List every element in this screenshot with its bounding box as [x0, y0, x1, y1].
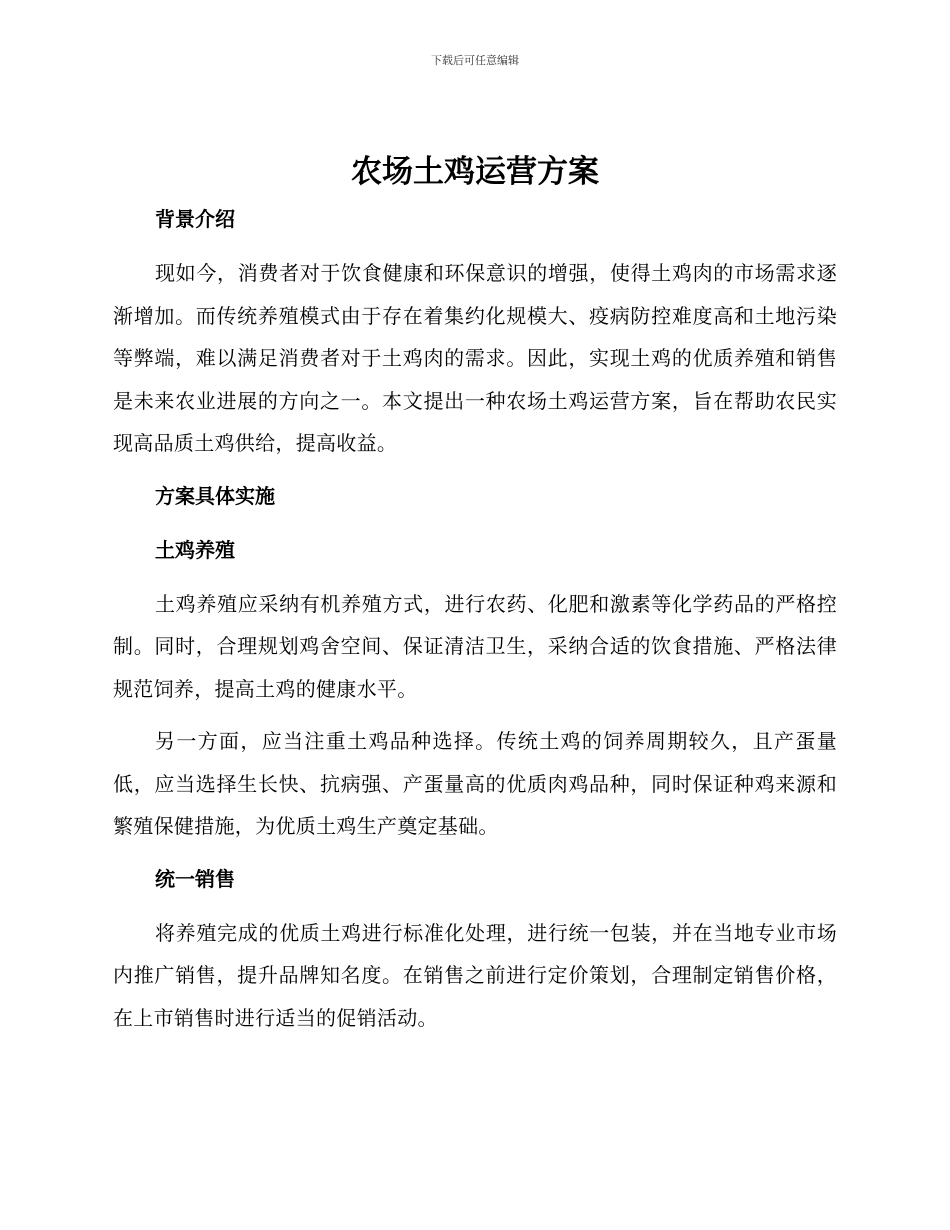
document-title: 农场土鸡运营方案	[351, 154, 599, 190]
sales-heading: 统一销售	[155, 866, 235, 891]
sales-paragraph: 将养殖完成的优质土鸡进行标准化处理，进行统一包装，并在当地专业市场内推广销售，提升品牌知名度。在销售之前进行定价策划，合理制定销售价格，在上市销售时进行适当的促销活动。	[113, 920, 837, 1030]
breeding-paragraph-2: 另一方面，应当注重土鸡品种选择。传统土鸡的饲养周期较久，且产蛋量低，应当选择生长快、抗病强、产蛋量高的优质肉鸡品种，同时保证种鸡来源和繁殖保健措施，为优质土鸡生产奠定基础。	[113, 729, 837, 838]
breeding-heading: 土鸡养殖	[155, 537, 235, 562]
background-paragraph: 现如今，消费者对于饮食健康和环保意识的增强，使得土鸡肉的市场需求逐渐增加。而传统养殖模式由于存在着集约化规模大、疫病防控难度高和土地污染等弊端，难以满足消费者对于土鸡肉的需求。因此，实现土鸡的优质养殖和销售是未来农业进展的方向之一。本文提出一种农场土鸡运营方案，旨在帮助农民实现高品质土鸡供给，提高收益。	[113, 261, 837, 455]
background-heading: 背景介绍	[155, 207, 235, 231]
breeding-paragraph-1: 土鸡养殖应采纳有机养殖方式，进行农药、化肥和激素等化学药品的严格控制。同时，合理规划鸡舍空间、保证清洁卫生，采纳合适的饮食措施、严格法律规范饲养，提高土鸡的健康水平。	[113, 591, 837, 701]
implementation-heading: 方案具体实施	[155, 483, 275, 508]
document-body	[113, 198, 837, 1039]
header-note: 下载后可任意编辑	[431, 54, 519, 67]
